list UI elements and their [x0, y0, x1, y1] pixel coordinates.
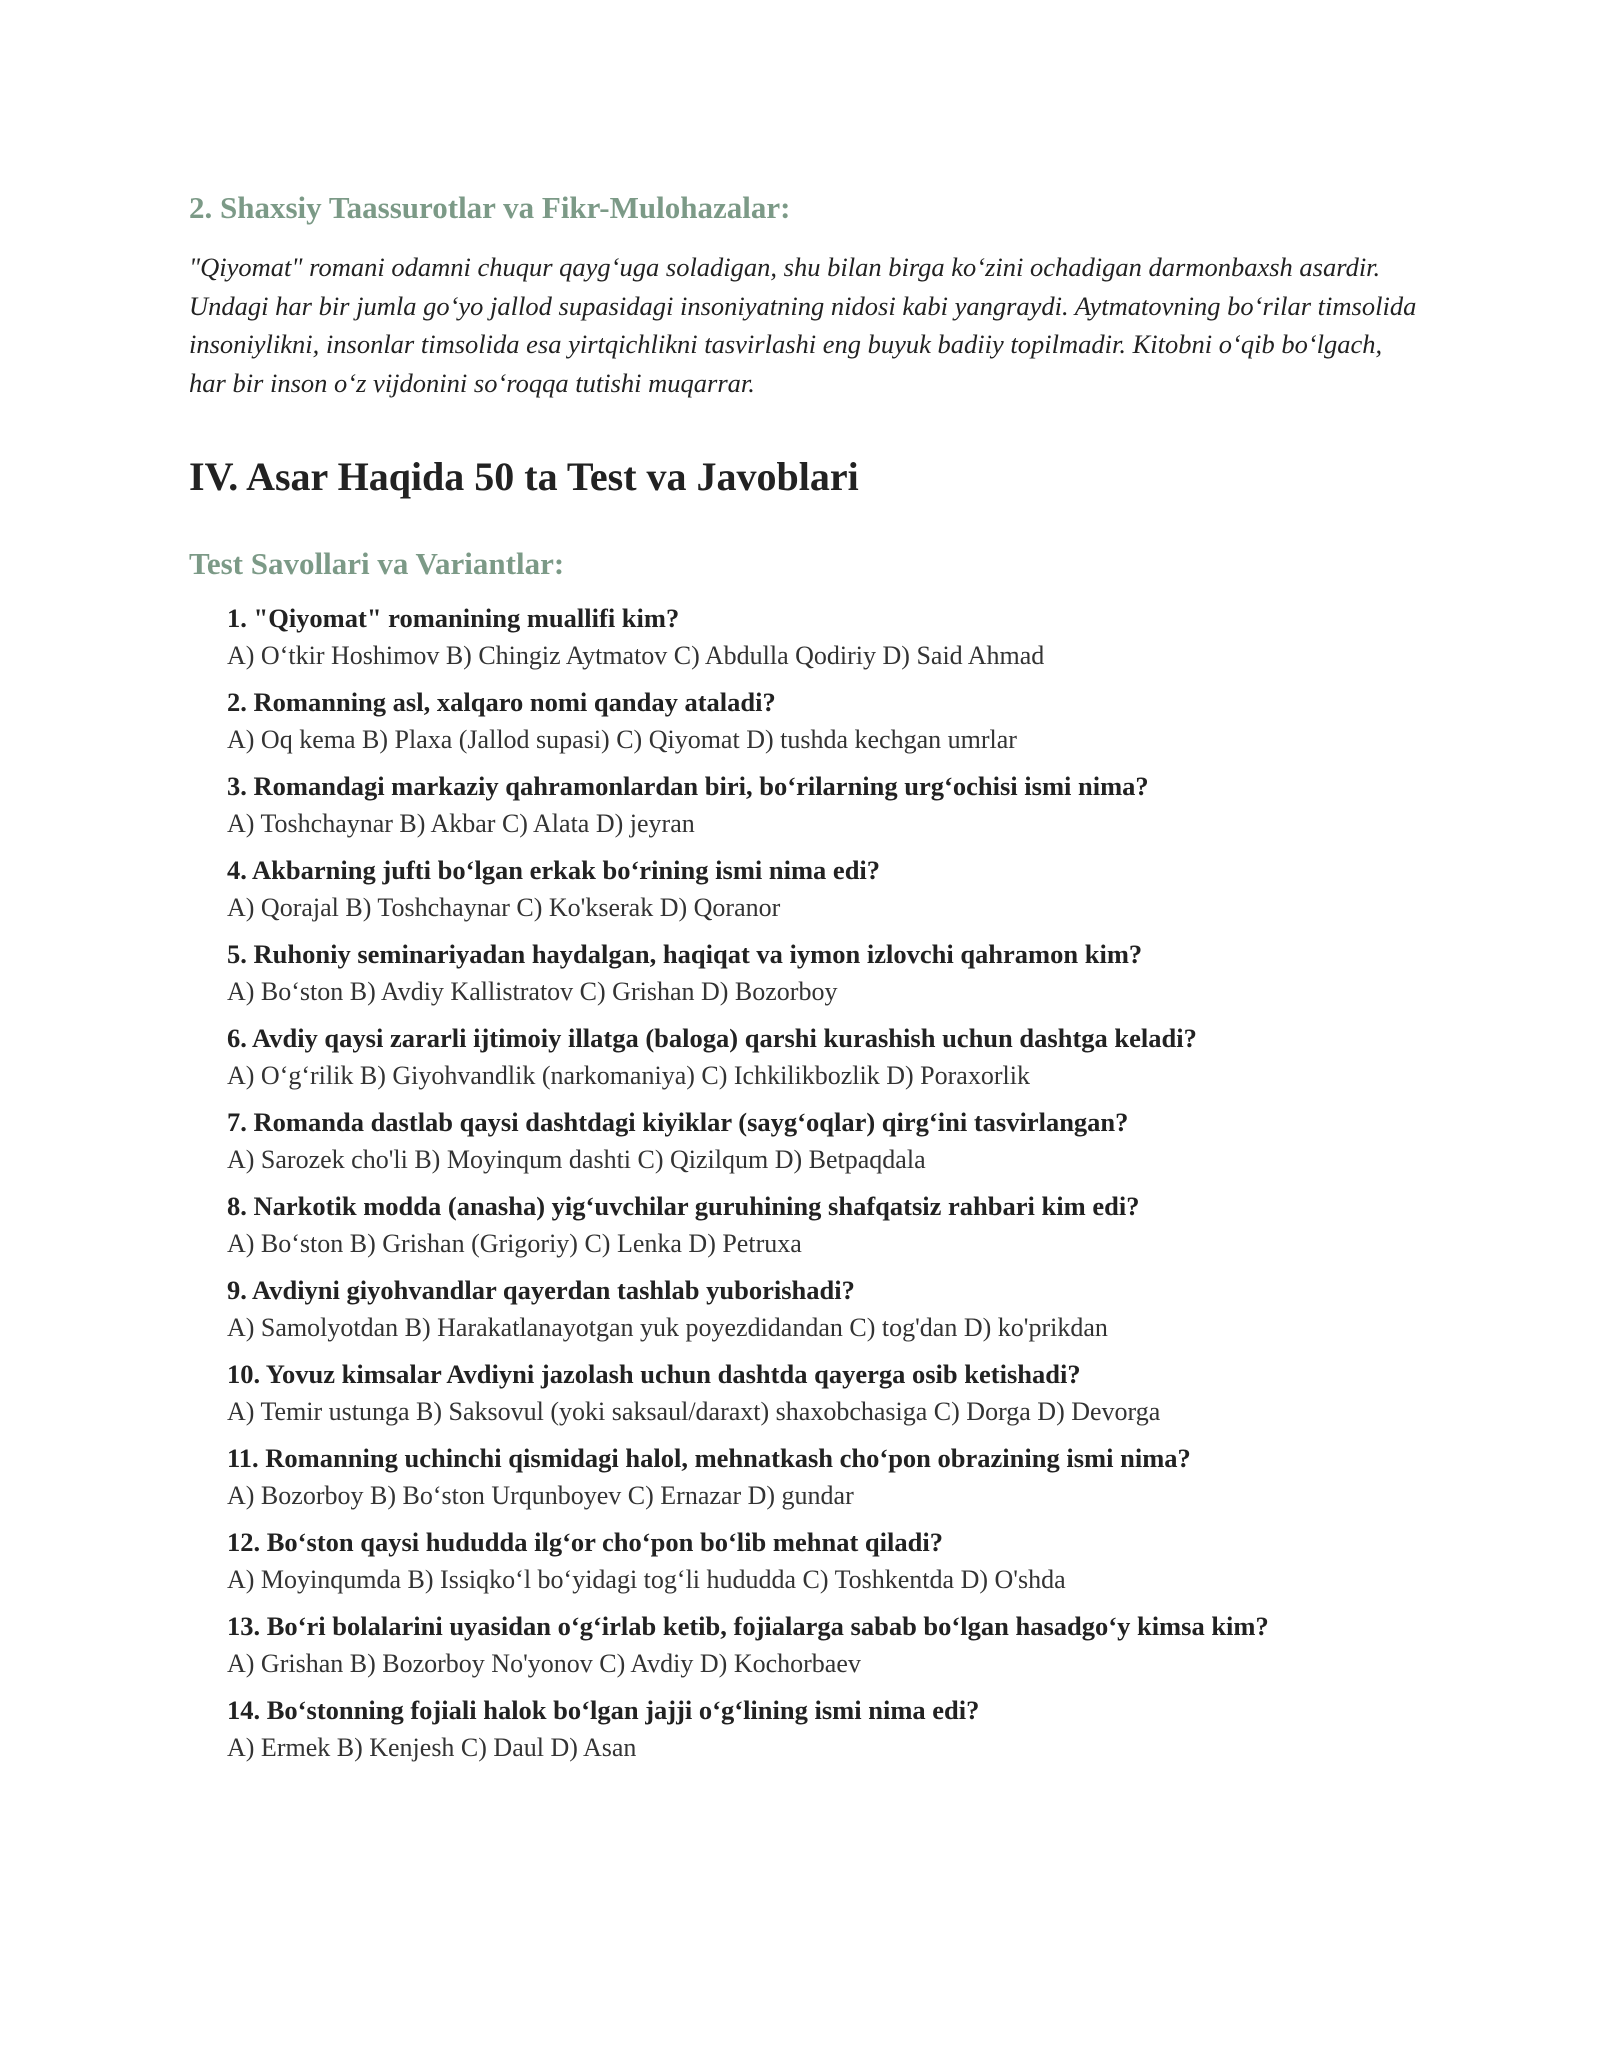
answer-options: A) Sarozek cho'li B) Moyinqum dashti C) Qizilqum D) Betpaqdala [227, 1145, 926, 1174]
answer-options: A) Ermek B) Kenjesh C) Daul D) Asan [227, 1733, 637, 1762]
test-subheading: Test Savollari va Variantlar: [189, 546, 565, 581]
answer-options: A) Moyinqumda B) Issiqko‘l bo‘yidagi tog‘li hududda C) Toshkentda D) O'shda [227, 1565, 1066, 1594]
question-item [227, 1524, 1439, 1598]
question-text: 4. Akbarning jufti bo‘lgan erkak bo‘rining ismi nima edi? [227, 855, 881, 885]
question-item [227, 684, 1439, 758]
question-item [227, 1104, 1439, 1178]
question-text: 9. Avdiyni giyohvandlar qayerdan tashlab yuborishadi? [227, 1275, 855, 1305]
question-text: 5. Ruhoniy seminariyadan haydalgan, haqiqat va iymon izlovchi qahramon kim? [227, 939, 1143, 969]
answer-options: A) Bozorboy B) Bo‘ston Urqunboyev C) Ernazar D) gundar [227, 1481, 854, 1510]
question-text: 11. Romanning uchinchi qismidagi halol, mehnatkash cho‘pon obrazining ismi nima? [227, 1443, 1191, 1473]
question-text: 10. Yovuz kimsalar Avdiyni jazolash uchun dashtda qayerga osib ketishadi? [227, 1359, 1081, 1389]
question-text: 14. Bo‘stonning fojiali halok bo‘lgan jajji o‘g‘lining ismi nima edi? [227, 1695, 980, 1725]
question-item [227, 1020, 1439, 1094]
question-item [227, 1356, 1439, 1430]
question-item [227, 936, 1439, 1010]
question-text: 12. Bo‘ston qaysi hududda ilg‘or cho‘pon bo‘lib mehnat qiladi? [227, 1527, 943, 1557]
question-item [227, 1692, 1439, 1766]
answer-options: A) O‘g‘rilik B) Giyohvandlik (narkomaniya) C) Ichkilikbozlik D) Poraxorlik [227, 1061, 1030, 1090]
answer-options: A) Bo‘ston B) Grishan (Grigoriy) C) Lenka D) Petruxa [227, 1229, 802, 1258]
question-text: 8. Narkotik modda (anasha) yig‘uvchilar guruhining shafqatsiz rahbari kim edi? [227, 1191, 1140, 1221]
intro-paragraph: "Qiyomat" romani odamni chuqur qayg‘uga soladigan, shu bilan birga ko‘zini ochadigan darmonbaxsh asardir. Undagi har bir jumla go‘yo jallod supasidagi insoniyatning nidosi kabi yangraydi. Aytmatovning bo‘rilar timsolida insoniylikni, insonlar timsolida esa yirtqichlikni tasvirlashi eng buyuk badiiy topilmadir. Kitobni o‘qib bo‘lgach, har bir inson o‘z vijdonini so‘roqqa tutishi muqarrar. [189, 252, 1417, 398]
question-item [227, 600, 1439, 674]
answer-options: A) Toshchaynar B) Akbar C) Alata D) jeyran [227, 809, 695, 838]
question-item [227, 1440, 1439, 1514]
question-text: 7. Romanda dastlab qaysi dashtdagi kiyiklar (sayg‘oqlar) qirg‘ini tasvirlangan? [227, 1107, 1129, 1137]
question-text: 3. Romandagi markaziy qahramonlardan biri, bo‘rilarning urg‘ochisi ismi nima? [227, 771, 1149, 801]
answer-options: A) Grishan B) Bozorboy No'yonov C) Avdiy D) Kochorbaev [227, 1649, 861, 1678]
answer-options: A) Bo‘ston B) Avdiy Kallistratov C) Grishan D) Bozorboy [227, 977, 838, 1006]
main-heading: IV. Asar Haqida 50 ta Test va Javoblari [189, 454, 859, 499]
question-text: 6. Avdiy qaysi zararli ijtimoiy illatga (baloga) qarshi kurashish uchun dashtga keladi? [227, 1023, 1197, 1053]
question-text: 2. Romanning asl, xalqaro nomi qanday ataladi? [227, 687, 776, 717]
answer-options: A) Qorajal B) Toshchaynar C) Ko'kserak D) Qoranor [227, 893, 781, 922]
question-item [227, 852, 1439, 926]
question-text: 1. "Qiyomat" romanining muallifi kim? [227, 603, 680, 633]
answer-options: A) Oq kema B) Plaxa (Jallod supasi) C) Qiyomat D) tushda kechgan umrlar [227, 725, 1017, 754]
document-page [189, 188, 1439, 1776]
question-text: 13. Bo‘ri bolalarini uyasidan o‘g‘irlab ketib, fojialarga sabab bo‘lgan hasadgo‘y kimsa kim? [227, 1611, 1269, 1641]
question-item [227, 768, 1439, 842]
section-heading: 2. Shaxsiy Taassurotlar va Fikr-Mulohazalar: [189, 190, 791, 225]
question-item [227, 1188, 1439, 1262]
question-list [227, 600, 1439, 1766]
answer-options: A) O‘tkir Hoshimov B) Chingiz Aytmatov C) Abdulla Qodiriy D) Said Ahmad [227, 641, 1045, 670]
question-item [227, 1272, 1439, 1346]
question-item [227, 1608, 1439, 1682]
answer-options: A) Samolyotdan B) Harakatlanayotgan yuk poyezdidandan C) tog'dan D) ko'prikdan [227, 1313, 1108, 1342]
answer-options: A) Temir ustunga B) Saksovul (yoki saksaul/daraxt) shaxobchasiga C) Dorga D) Devorga [227, 1397, 1161, 1426]
